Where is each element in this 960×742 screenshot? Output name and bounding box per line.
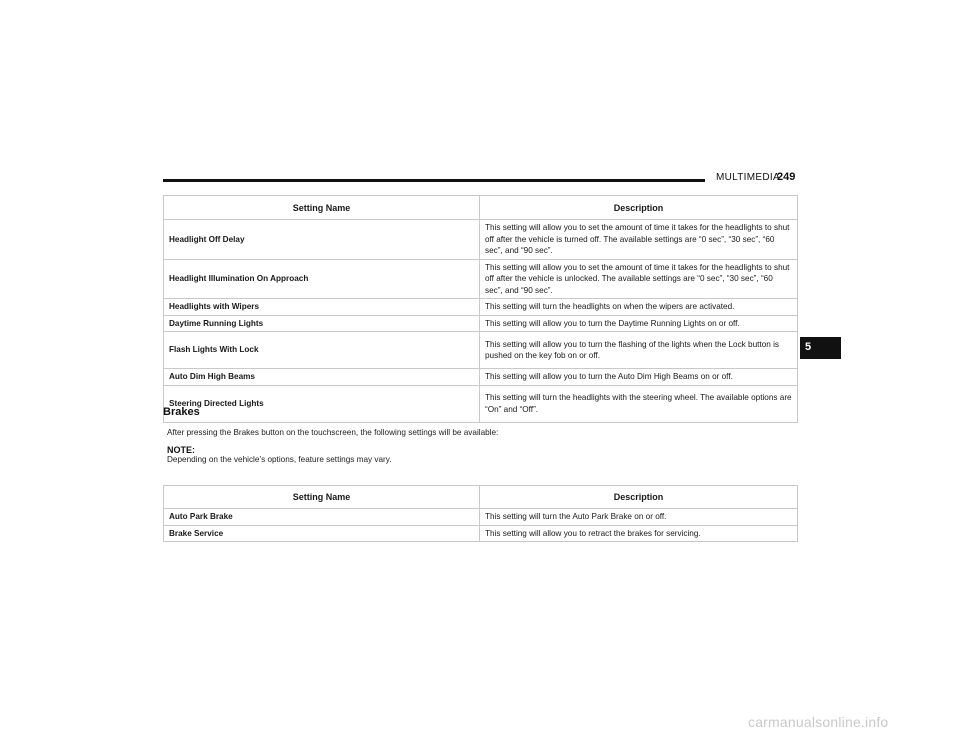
column-header-setting-name: Setting Name <box>164 196 480 220</box>
lighting-settings-table <box>163 195 798 423</box>
setting-name-cell: Auto Park Brake <box>164 509 480 526</box>
setting-name-cell: Headlight Off Delay <box>164 220 480 260</box>
setting-description-cell: This setting will allow you to turn the flashing of the lights when the Lock button is pushed on the key fob on or off. <box>480 332 798 369</box>
setting-description-cell: This setting will allow you to set the amount of time it takes for the headlights to shut off after the vehicle is turned off. The available settings are “0 sec”, “30 sec”, “60 sec”, and “90 sec”. <box>480 220 798 260</box>
setting-name-cell: Brake Service <box>164 525 480 542</box>
table-row <box>164 525 798 542</box>
setting-description-cell: This setting will turn the Auto Park Brake on or off. <box>480 509 798 526</box>
column-header-description: Description <box>480 196 798 220</box>
brakes-intro-text: After pressing the Brakes button on the touchscreen, the following settings will be available: <box>167 428 499 437</box>
setting-name-cell: Daytime Running Lights <box>164 315 480 332</box>
setting-description-cell: This setting will allow you to turn the Daytime Running Lights on or off. <box>480 315 798 332</box>
setting-description-cell: This setting will turn the headlights with the steering wheel. The available options are “On” and “Off”. <box>480 385 798 422</box>
setting-description-cell: This setting will allow you to turn the Auto Dim High Beams on or off. <box>480 369 798 386</box>
table-row <box>164 509 798 526</box>
note-text: Depending on the vehicle’s options, feature settings may vary. <box>167 455 392 464</box>
column-header-description: Description <box>480 486 798 509</box>
setting-name-cell: Headlight Illumination On Approach <box>164 259 480 299</box>
table-row <box>164 369 798 386</box>
table-header-row <box>164 486 798 509</box>
brakes-heading: Brakes <box>163 406 200 418</box>
setting-name-cell: Headlights with Wipers <box>164 299 480 316</box>
table-row <box>164 220 798 260</box>
table-header-row <box>164 196 798 220</box>
table-row <box>164 332 798 369</box>
table-row <box>164 315 798 332</box>
table-row <box>164 299 798 316</box>
running-header-section: MULTIMEDIA <box>716 172 780 183</box>
setting-description-cell: This setting will turn the headlights on when the wipers are activated. <box>480 299 798 316</box>
header-rule <box>163 179 705 182</box>
table-row <box>164 385 798 422</box>
page-number: 249 <box>777 171 796 183</box>
setting-name-cell: Auto Dim High Beams <box>164 369 480 386</box>
setting-name-cell: Flash Lights With Lock <box>164 332 480 369</box>
setting-description-cell: This setting will allow you to set the amount of time it takes for the headlights to shut off after the vehicle is unlocked. The available settings are “0 sec”, “30 sec”, “60 sec”, and “90 sec”. <box>480 259 798 299</box>
note-label: NOTE: <box>167 445 195 455</box>
table-row <box>164 259 798 299</box>
watermark: carmanualsonline.info <box>748 714 889 730</box>
setting-description-cell: This setting will allow you to retract the brakes for servicing. <box>480 525 798 542</box>
chapter-tab: 5 <box>800 337 841 359</box>
column-header-setting-name: Setting Name <box>164 486 480 509</box>
brake-settings-table <box>163 485 798 542</box>
setting-name-cell: Steering Directed Lights <box>164 385 480 422</box>
